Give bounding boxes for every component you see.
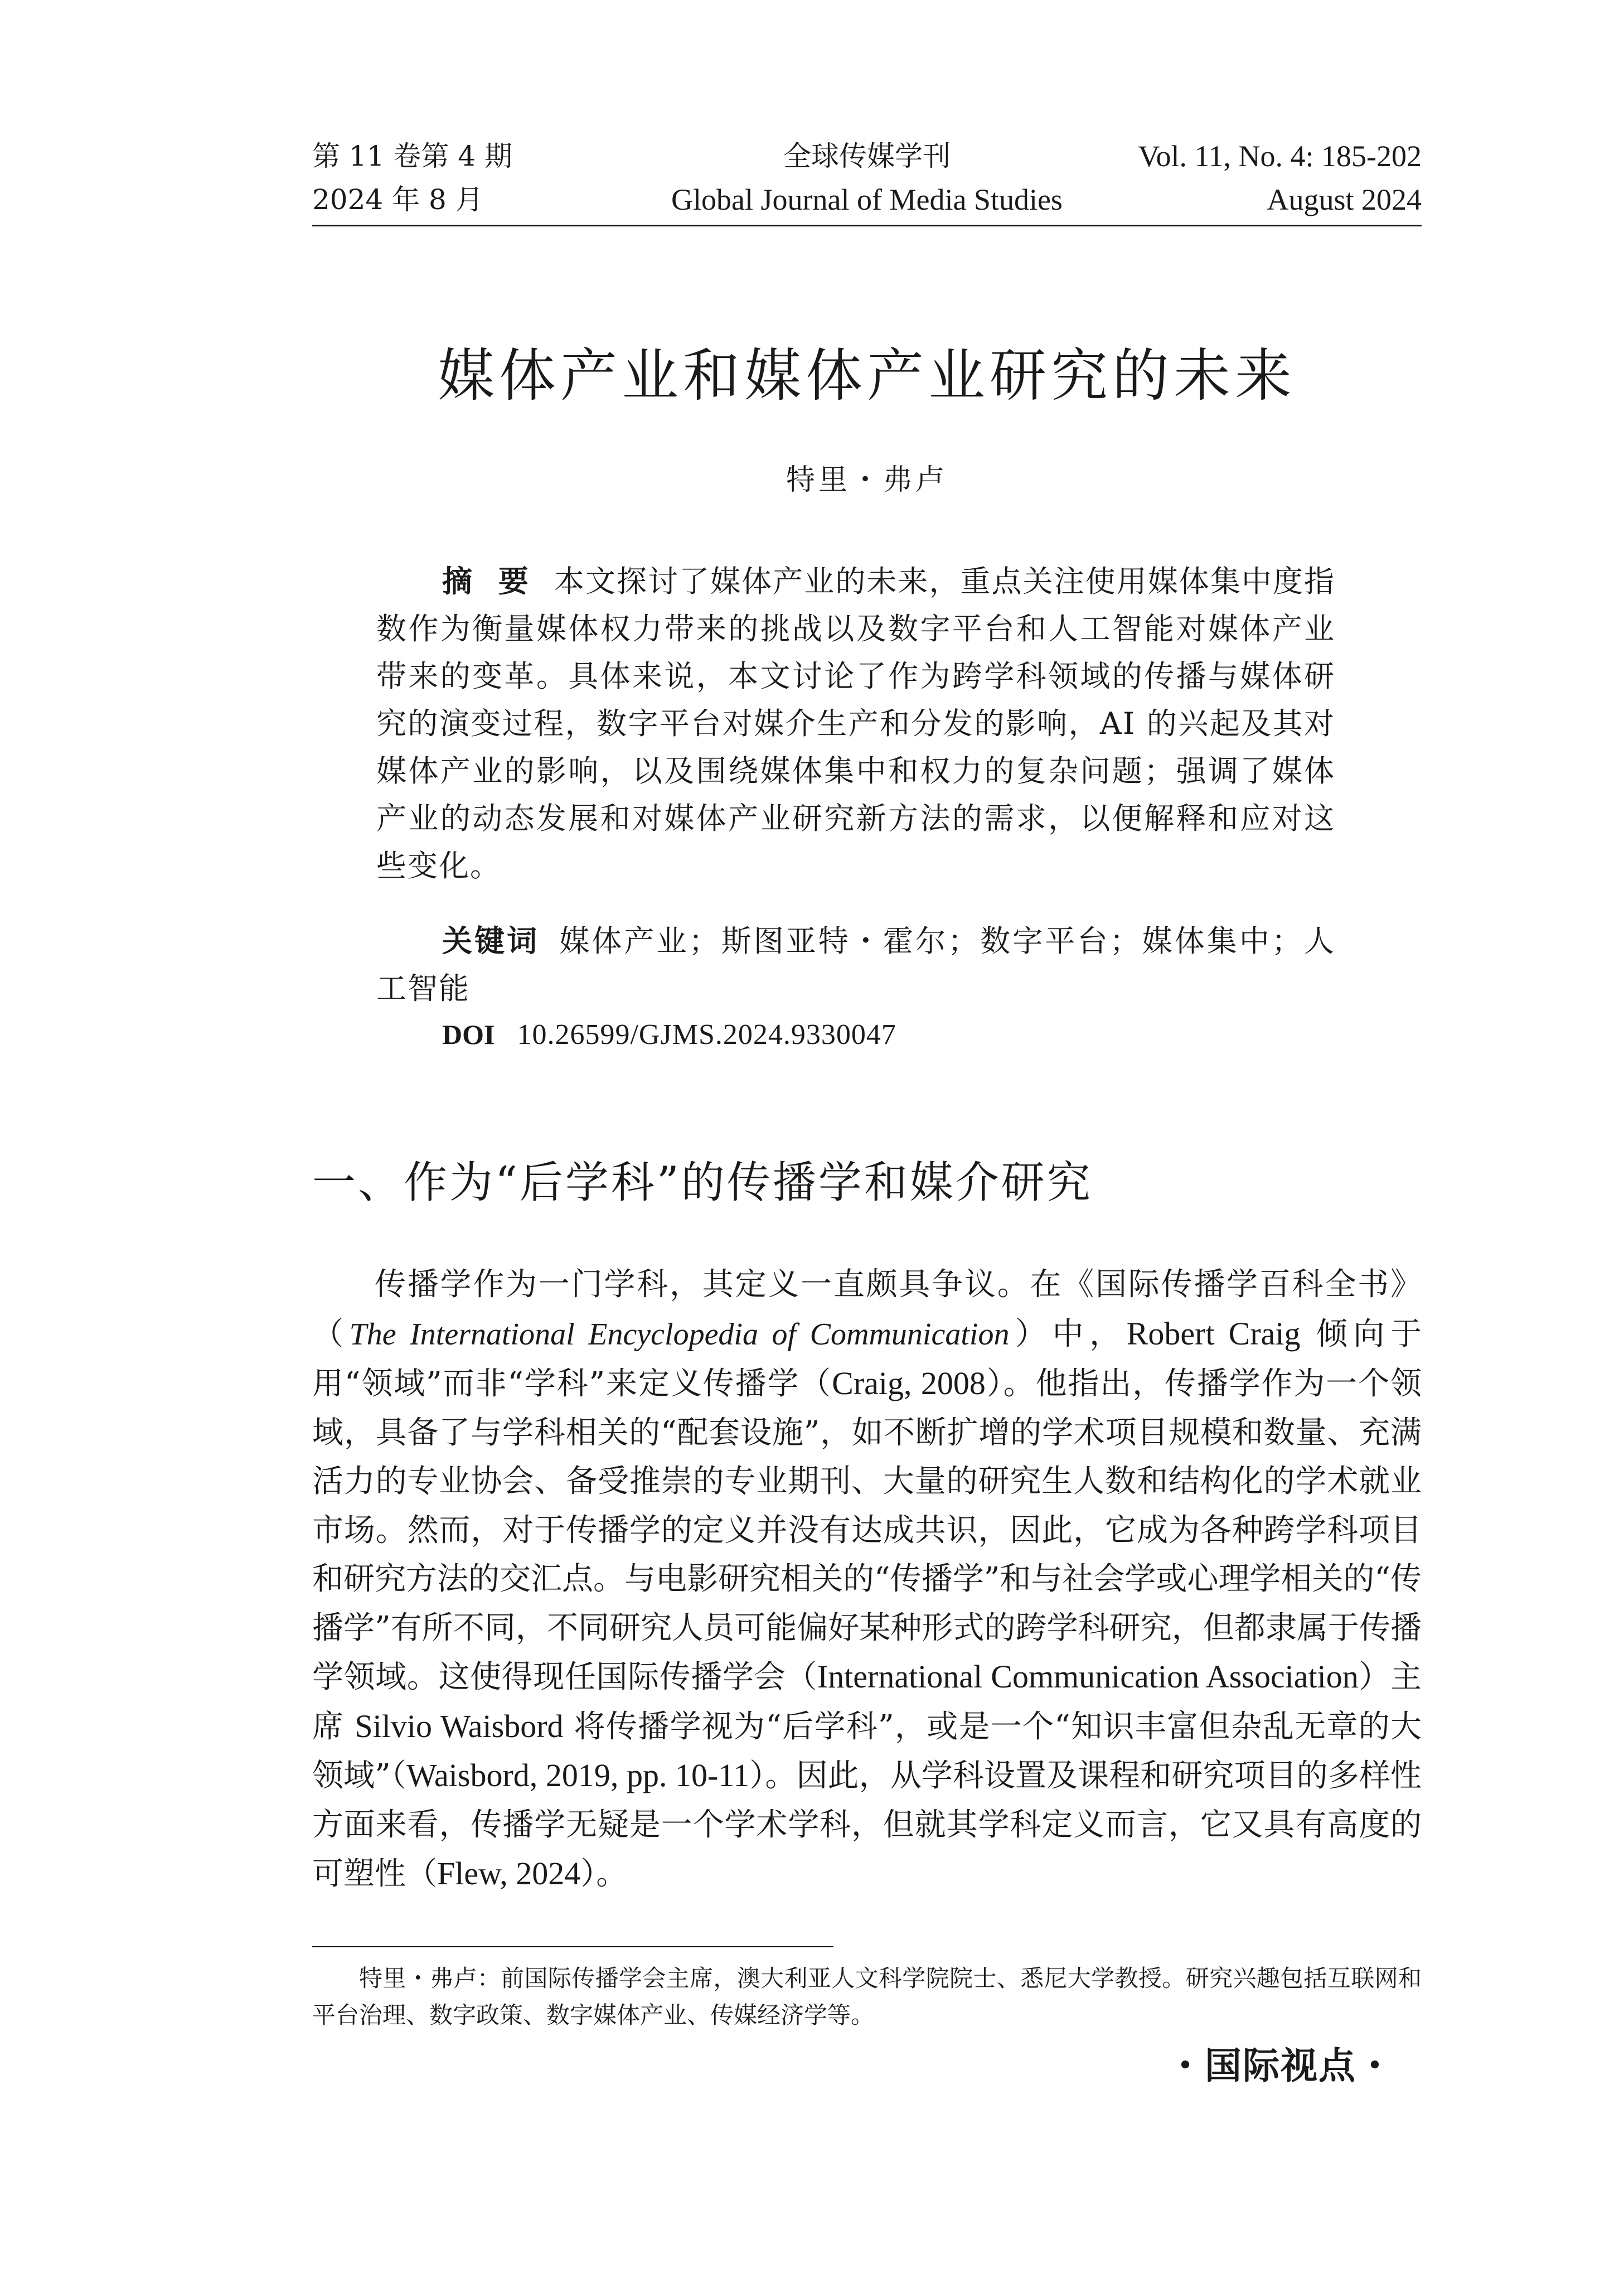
header-volume-cn: 第 11 卷第 4 期 <box>312 140 513 172</box>
body-text: ）。因此，从学科设置及课程和研究项目的多样性方面来看，传播学无疑是一个学术学科，但就其学科定义而言，它又具有高度的可塑性（ <box>312 1758 1422 1892</box>
header-journal-cn: 全球传媒学刊 <box>783 140 951 172</box>
header-journal-en: Global Journal of Media Studies <box>671 183 1063 216</box>
body-text: ）。他指出，传播学作为一个领域，具备了与学科相关的“配套设施”，如不断扩增的学术项目规模和数量、充满活力的专业协会、备受推崇的专业期刊、大量的研究生人数和结构化的学术就业市场。然而，对于传播学的定义并没有达成共识，因此，它成为各种跨学科项目和研究方法的交汇点。与电影研究相关的“传播学”和与社会学或心理学相关的“传播学”有所不同，不同研究人员可能偏好某种形式的跨学科研究，但都隶属于传播学领域。这使得现任国际传播学会（ <box>312 1366 1422 1695</box>
citation: Craig, 2008 <box>832 1365 986 1401</box>
footnote-divider <box>312 1946 833 1947</box>
header-divider <box>312 225 1422 226</box>
keywords-text: 媒体产业；斯图亚特・霍尔；数字平台；媒体集中；人工智能 <box>376 923 1336 1006</box>
body-text: ）中， <box>1009 1315 1127 1352</box>
person-name: Robert Craig <box>1126 1315 1301 1352</box>
body-paragraph <box>312 1260 1422 1899</box>
header-volume-en: Vol. 11, No. 4: 185-202 <box>1138 139 1422 173</box>
doi-label: DOI <box>442 1019 495 1050</box>
section-heading: 一、作为“后学科”的传播学和媒介研究 <box>312 1158 1093 1208</box>
person-name: Silvio Waisbord <box>355 1708 564 1744</box>
author-footnote: 特里・弗卢：前国际传播学会主席，澳大利亚人文科学院院士、悉尼大学教授。研究兴趣包括互联网和平台治理、数字政策、数字媒体产业、传媒经济学等。 <box>312 1965 1422 2029</box>
header-date-cn: 2024 年 8 月 <box>312 183 483 216</box>
encyclopedia-title: The International Encyclopedia of Communication <box>349 1317 1010 1352</box>
doi <box>442 1015 896 1055</box>
body-text: ）。 <box>580 1856 628 1892</box>
body-text: 将传播学视为“后学科”，或是一个“知识丰富但杂乱无章的大领域”（ <box>312 1708 1422 1794</box>
header-date-en: August 2024 <box>1267 183 1422 216</box>
keywords-label: 关键词 <box>442 923 540 959</box>
body-text: ）主席 <box>312 1659 1422 1745</box>
abstract-label: 摘 要 <box>442 564 536 599</box>
article-title: 媒体产业和媒体产业研究的未来 <box>438 343 1296 409</box>
column-tag: ・国际视点・ <box>1167 2044 1394 2087</box>
article-author: 特里・弗卢 <box>786 463 948 497</box>
citation: Flew, 2024 <box>437 1855 581 1892</box>
citation: Waisbord, 2019, pp. 10-11 <box>406 1757 750 1793</box>
abstract <box>376 558 1335 889</box>
doi-value: 10.26599/GJMS.2024.9330047 <box>517 1019 896 1051</box>
keywords <box>376 917 1335 1012</box>
body-text: 传播学作为一门学科，其定义一直颇具争议。在《国际传播学百科全书》（ <box>312 1266 1422 1352</box>
organization-name: International Communication Association <box>817 1658 1359 1695</box>
body-text: 倾向于用“领域”而非“学科”来定义传播学（ <box>312 1315 1422 1402</box>
abstract-text: 本文探讨了媒体产业的未来，重点关注使用媒体集中度指数作为衡量媒体权力带来的挑战以及数字平台和人工智能对媒体产业带来的变革。具体来说，本文讨论了作为跨学科领域的传播与媒体研究的演变过程，数字平台对媒介生产和分发的影响，AI 的兴起及其对媒体产业的影响，以及围绕媒体集中和权力的复杂问题；强调了媒体产业的动态发展和对媒体产业研究新方法的需求，以便解释和应对这些变化。 <box>376 564 1335 883</box>
